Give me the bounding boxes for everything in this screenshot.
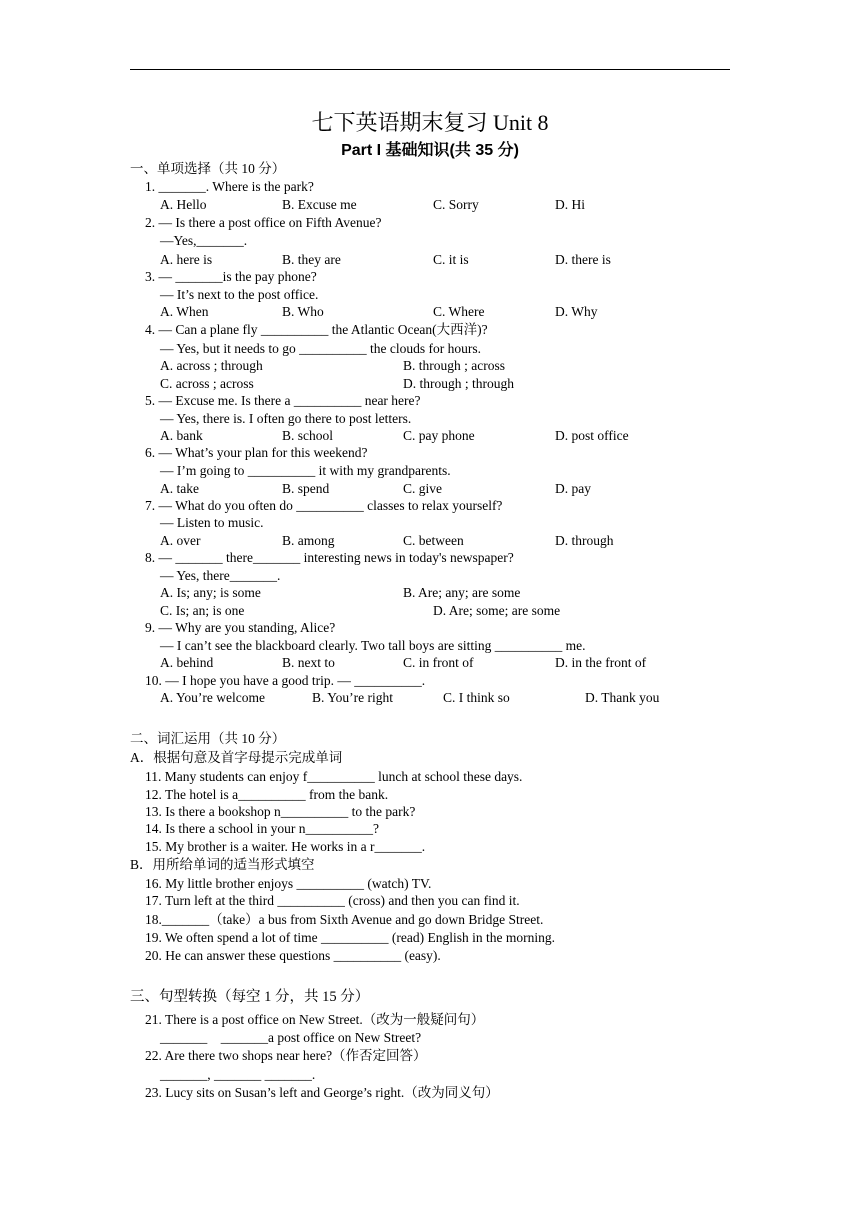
q5-option-c: C. pay phone — [403, 428, 475, 443]
q12: 12. The hotel is a__________ from the bank. — [145, 787, 389, 802]
section2-part-b: B．用所给单词的适当形式填空 — [130, 857, 315, 872]
header-rule — [130, 69, 730, 70]
q22: 22. Are there two shops near here?（作否定回答） — [145, 1048, 427, 1063]
q4-option-b: B. through ; across — [403, 358, 505, 373]
q1-option-a: A. Hello — [160, 197, 207, 212]
q5-option-b: B. school — [282, 428, 334, 443]
q4-stem: 4. — Can a plane fly __________ the Atlantic Ocean(大西洋)? — [145, 322, 488, 337]
q7-option-d: D. through — [555, 533, 614, 548]
q6-stem: 6. — What’s your plan for this weekend? — [145, 445, 368, 460]
q21-answer-line: _______ _______a post office on New Street? — [160, 1030, 422, 1045]
q9-option-c: C. in front of — [403, 655, 474, 670]
q8-option-b: B. Are; any; are some — [403, 585, 521, 600]
section1-heading: 一、单项选择（共 10 分） — [130, 161, 286, 176]
q1-option-b: B. Excuse me — [282, 197, 357, 212]
q7-option-a: A. over — [160, 533, 201, 548]
q8-option-a: A. Is; any; is some — [160, 585, 261, 600]
q19: 19. We often spend a lot of time __________ (read) English in the morning. — [145, 930, 555, 945]
q10-option-d: D. Thank you — [585, 690, 660, 705]
q3-option-c: C. Where — [433, 304, 485, 319]
q7-line2: — Listen to music. — [160, 515, 264, 530]
q15: 15. My brother is a waiter. He works in a r_______. — [145, 839, 426, 854]
q2-stem: 2. — Is there a post office on Fifth Avenue? — [145, 215, 382, 230]
q9-line2: — I can’t see the blackboard clearly. Two tall boys are sitting __________ me. — [160, 638, 586, 653]
q4-line2: — Yes, but it needs to go __________ the clouds for hours. — [160, 341, 481, 356]
q9-stem: 9. — Why are you standing, Alice? — [145, 620, 336, 635]
q10-option-c: C. I think so — [443, 690, 510, 705]
q4-option-c: C. across ; across — [160, 376, 254, 391]
q2-option-d: D. there is — [555, 252, 611, 267]
q8-option-d: D. Are; some; are some — [433, 603, 561, 618]
q6-option-d: D. pay — [555, 481, 591, 496]
q2-option-a: A. here is — [160, 252, 213, 267]
page-subtitle: Part I 基础知识(共 35 分) — [341, 142, 519, 159]
q3-option-a: A. When — [160, 304, 209, 319]
q11: 11. Many students can enjoy f__________ lunch at school these days. — [145, 769, 523, 784]
q5-option-d: D. post office — [555, 428, 629, 443]
q7-option-b: B. among — [282, 533, 335, 548]
page-title: 七下英语期末复习 Unit 8 — [311, 110, 549, 135]
q2-option-b: B. they are — [282, 252, 341, 267]
q3-stem: 3. — _______is the pay phone? — [145, 269, 317, 284]
q14: 14. Is there a school in your n__________? — [145, 821, 379, 836]
q6-option-c: C. give — [403, 481, 442, 496]
q1-option-c: C. Sorry — [433, 197, 479, 212]
q9-option-d: D. in the front of — [555, 655, 647, 670]
q16: 16. My little brother enjoys __________ (watch) TV. — [145, 876, 432, 891]
q3-option-b: B. Who — [282, 304, 324, 319]
q8-option-c: C. Is; an; is one — [160, 603, 245, 618]
section2-part-a: A．根据句意及首字母提示完成单词 — [130, 750, 343, 765]
q5-option-a: A. bank — [160, 428, 203, 443]
q9-option-a: A. behind — [160, 655, 214, 670]
q4-option-d: D. through ; through — [403, 376, 514, 391]
q5-stem: 5. — Excuse me. Is there a __________ near here? — [145, 393, 421, 408]
q2-line2: —Yes,_______. — [160, 233, 248, 248]
q8-stem: 8. — _______ there_______ interesting news in today's newspaper? — [145, 550, 514, 565]
q10-option-a: A. You’re welcome — [160, 690, 265, 705]
q23: 23. Lucy sits on Susan’s left and George’s right.（改为同义句） — [145, 1085, 499, 1100]
q1-stem: 1. _______. Where is the park? — [145, 179, 314, 194]
q2-option-c: C. it is — [433, 252, 469, 267]
q9-option-b: B. next to — [282, 655, 335, 670]
q3-line2: — It’s next to the post office. — [160, 287, 319, 302]
q3-option-d: D. Why — [555, 304, 598, 319]
q7-stem: 7. — What do you often do __________ classes to relax yourself? — [145, 498, 503, 513]
q17: 17. Turn left at the third __________ (cross) and then you can find it. — [145, 893, 520, 908]
q6-option-b: B. spend — [282, 481, 330, 496]
q13: 13. Is there a bookshop n__________ to the park? — [145, 804, 416, 819]
q10-option-b: B. You’re right — [312, 690, 394, 705]
q4-option-a: A. across ; through — [160, 358, 263, 373]
q6-line2: — I’m going to __________ it with my grandparents. — [160, 463, 451, 478]
q1-option-d: D. Hi — [555, 197, 585, 212]
q8-line2: — Yes, there_______. — [160, 568, 281, 583]
q7-option-c: C. between — [403, 533, 464, 548]
section2-heading: 二、词汇运用（共 10 分） — [130, 731, 286, 746]
q10-stem: 10. — I hope you have a good trip. — __________. — [145, 673, 426, 688]
q5-line2: — Yes, there is. I often go there to post letters. — [160, 411, 412, 426]
q21: 21. There is a post office on New Street.（改为一般疑问句） — [145, 1012, 485, 1027]
q22-answer-line: _______, _______ _______. — [160, 1067, 316, 1082]
q20: 20. He can answer these questions __________ (easy). — [145, 948, 441, 963]
q18: 18._______（take）a bus from Sixth Avenue and go down Bridge Street. — [145, 912, 544, 927]
q6-option-a: A. take — [160, 481, 199, 496]
section3-heading: 三、句型转换（每空 1 分，共 15 分） — [130, 989, 370, 1005]
